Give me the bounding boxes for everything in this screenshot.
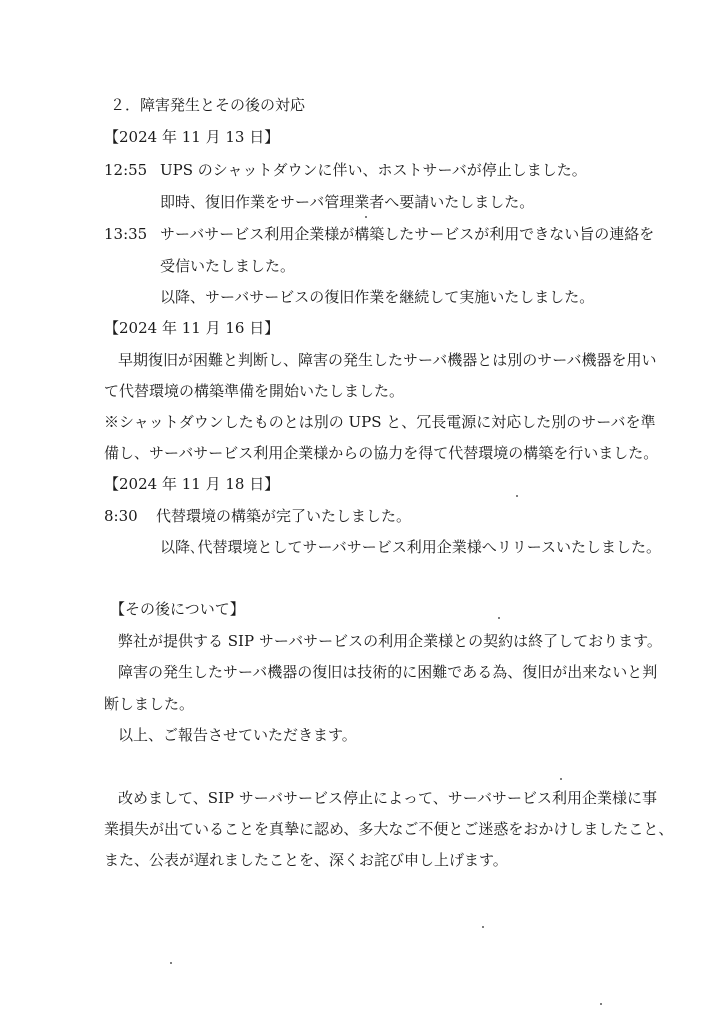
scan-speck	[498, 617, 500, 619]
paragraph-line: 早期復旧が困難と判断し、障害の発生したサーバ機器とは別のサーバ機器を用い	[118, 351, 657, 369]
entry-time: 8:30	[104, 507, 138, 525]
entry-text: 以降､代替環境としてサーバサービス利用企業様へリリースいたしました。	[160, 538, 662, 556]
apology-line: また、公表が遅れましたことを、深くお詫び申し上げます。	[104, 851, 508, 869]
entry-text: UPS のシャットダウンに伴い、ホストサーバが停止しました。	[160, 161, 587, 179]
entry-text: サーバサービス利用企業様が構築したサービスが利用できない旨の連絡を	[160, 225, 655, 243]
aftermath-heading: 【その後について】	[110, 600, 245, 618]
section-heading: ２．障害発生とその後の対応	[110, 96, 306, 114]
note-line: 備し、サーバサービス利用企業様からの協力を得て代替環境の構築を行いました。	[104, 444, 659, 462]
aftermath-line: 障害の発生したサーバ機器の復旧は技術的に困難である為、復旧が出来ないと判	[118, 663, 658, 681]
entry-text: 以降、サーバサービスの復旧作業を継続して実施いたしました。	[160, 288, 595, 306]
date-heading: 【2024 年 11 月 18 日】	[104, 475, 280, 493]
entry-time: 13:35	[104, 225, 148, 243]
note-line: ※シャットダウンしたものとは別の UPS と、冗長電源に対応した別のサーバを準	[104, 413, 656, 431]
scan-speck	[516, 495, 518, 497]
entry-text: 代替環境の構築が完了いたしました。	[156, 507, 412, 525]
entry-text: 受信いたしました。	[160, 257, 296, 275]
aftermath-line: 以上、ご報告させていただきます。	[118, 726, 357, 744]
scan-speck	[170, 962, 172, 964]
aftermath-line: 断しました。	[104, 695, 195, 713]
scan-speck	[365, 216, 367, 218]
date-heading: 【2024 年 11 月 16 日】	[104, 319, 280, 337]
apology-line: 業損失が出ていることを真摯に認め、多大なご不便とご迷惑をおかけしましたこと、	[104, 820, 674, 838]
entry-time: 12:55	[104, 161, 148, 179]
aftermath-line: 弊社が提供する SIP サーバサービスの利用企業様との契約は終了しております。	[118, 632, 662, 650]
apology-line: 改めまして、SIP サーバサービス停止によって、サーバサービス利用企業様に事	[118, 789, 657, 807]
scan-speck	[482, 926, 484, 928]
entry-text: 即時、復旧作業をサーバ管理業者へ要請いたしました。	[160, 193, 535, 211]
date-heading: 【2024 年 11 月 13 日】	[104, 128, 280, 146]
scan-speck	[600, 1003, 602, 1005]
scan-speck	[560, 778, 562, 780]
paragraph-line: て代替環境の構築準備を開始いたしました。	[104, 382, 405, 400]
